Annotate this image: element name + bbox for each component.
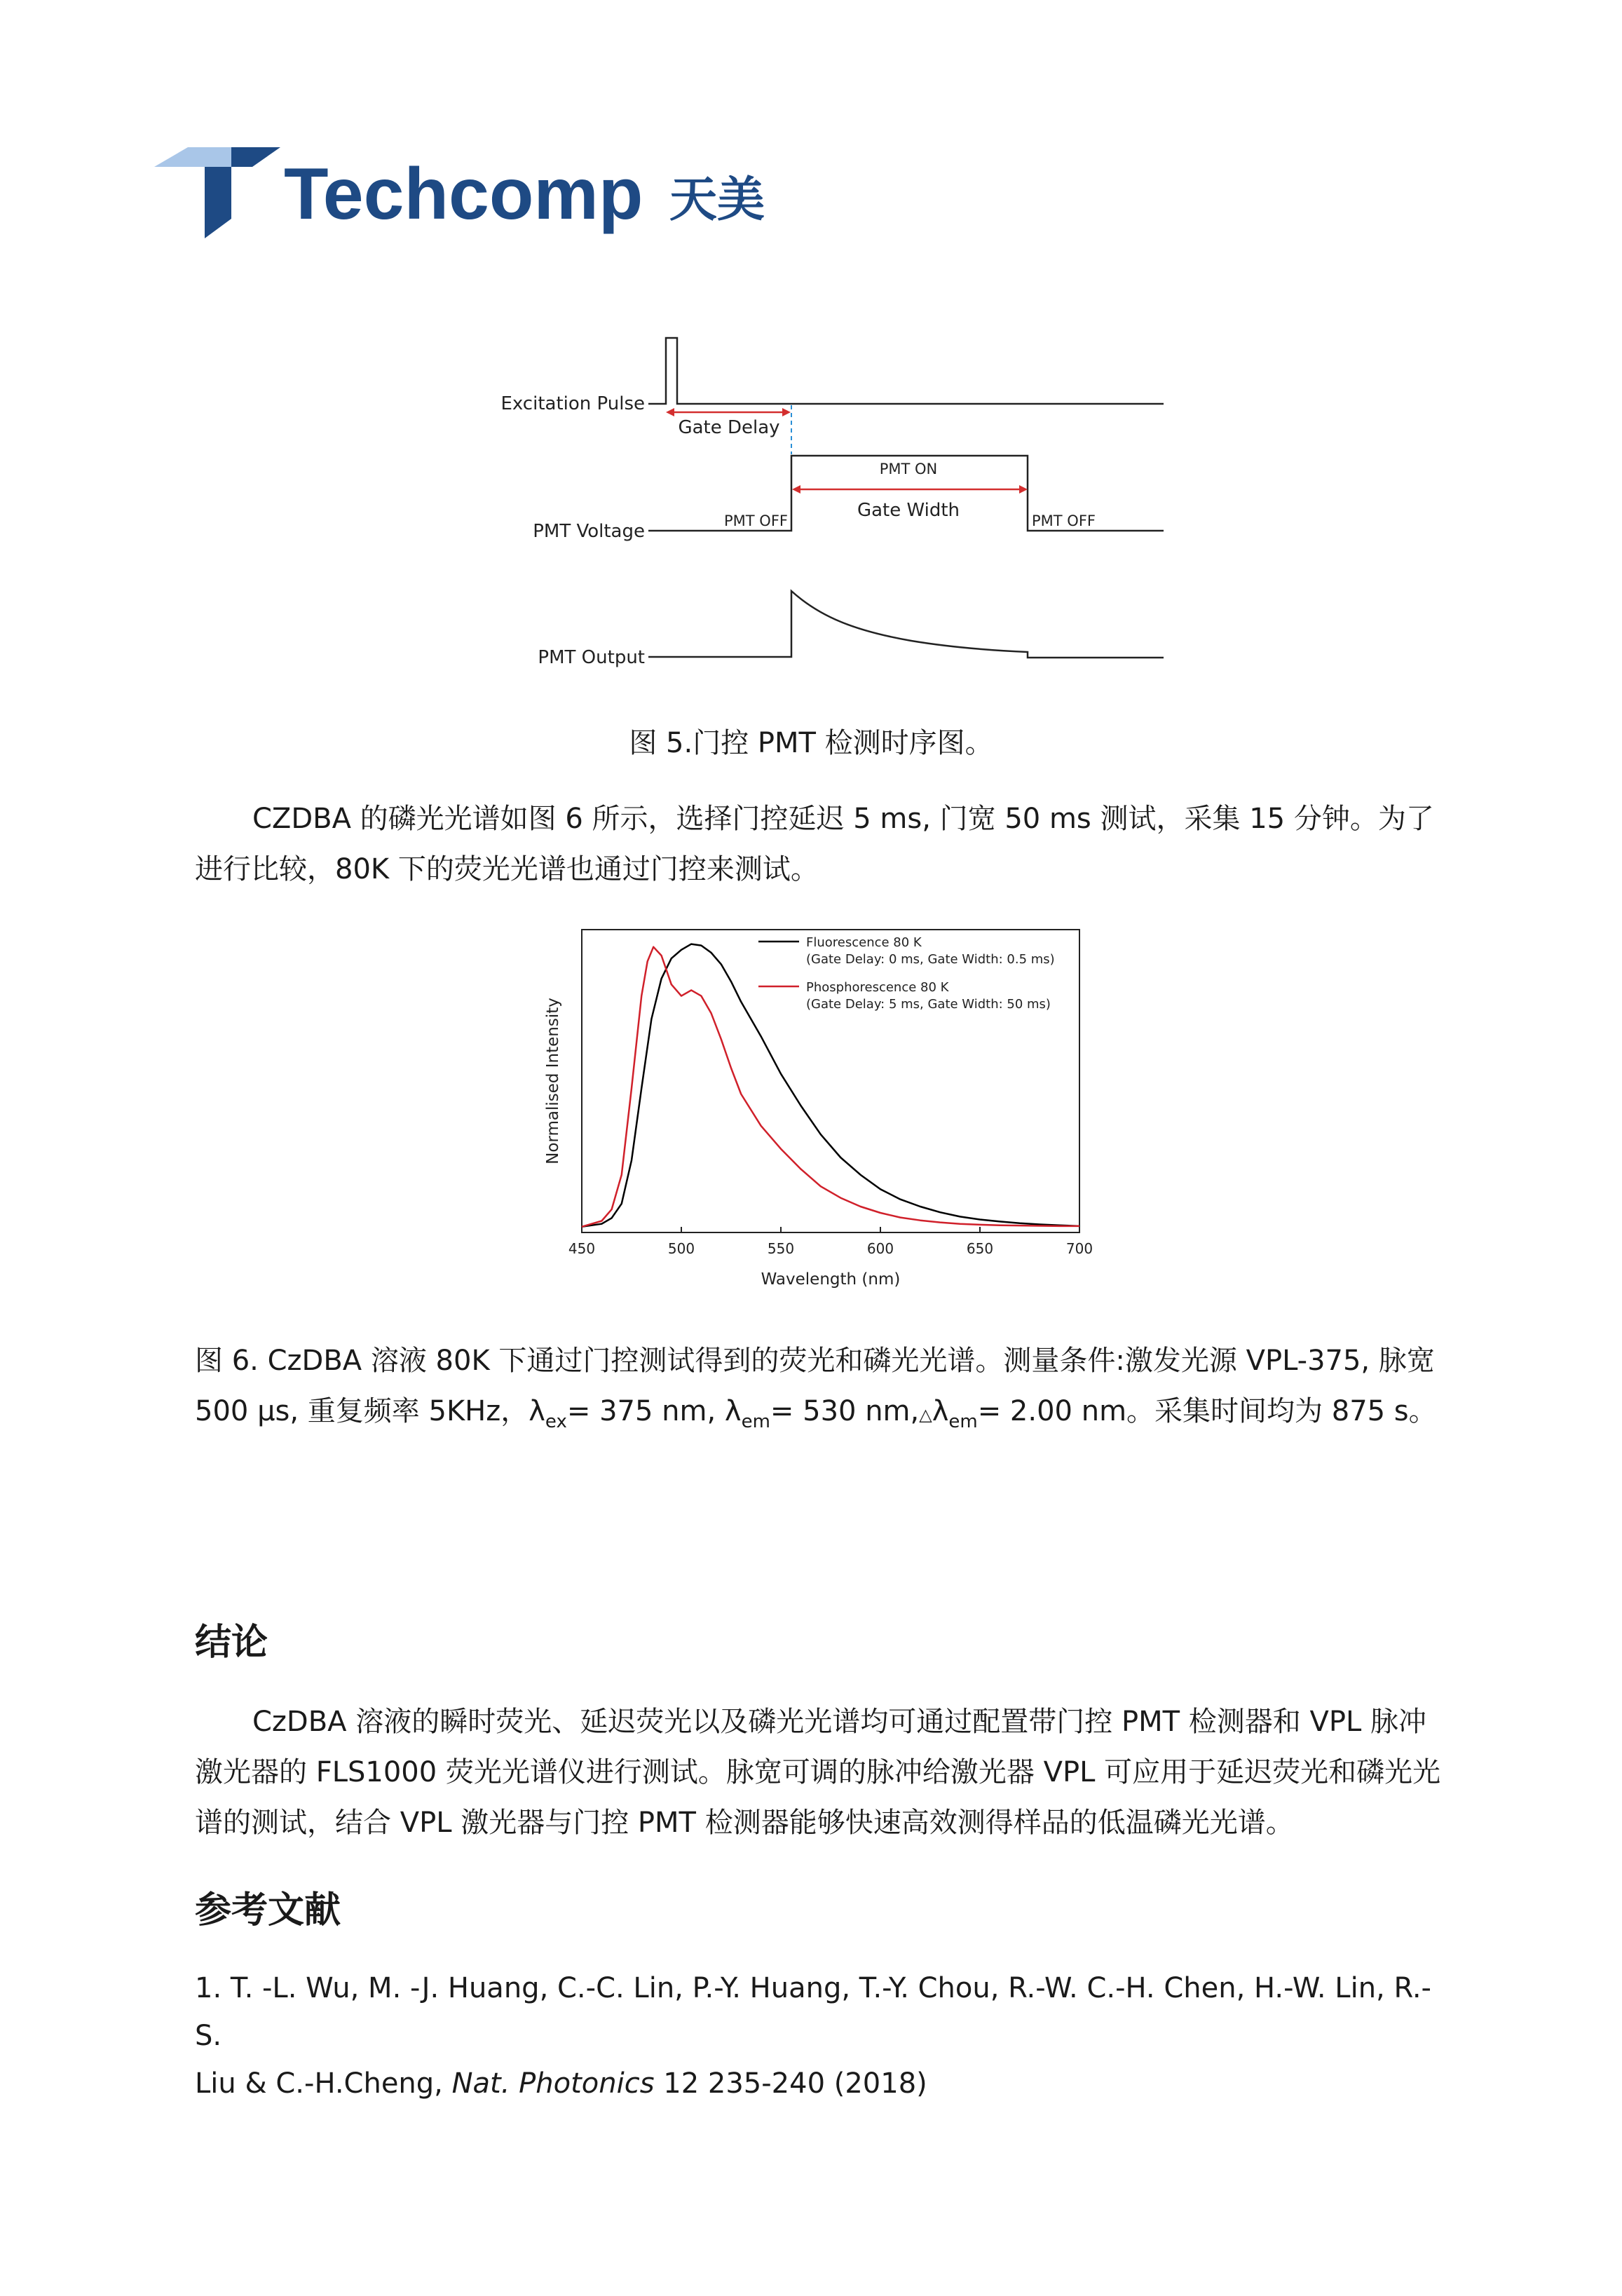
conclusion-heading: 结论 (195, 1622, 268, 1664)
reference-1-journal: Nat. Photonics (451, 2067, 655, 2100)
plot-frame (582, 930, 1079, 1232)
y-axis-label: Normalised Intensity (544, 998, 562, 1164)
caption-part-d: λ (932, 1395, 949, 1427)
pmt-voltage-label: PMT Voltage (533, 521, 645, 542)
gate-timing-diagram (491, 330, 1178, 680)
x-axis-label: Wavelength (nm) (761, 1270, 901, 1289)
x-tick-label-600: 600 (866, 1240, 894, 1257)
subscript-em: em (741, 1411, 770, 1432)
gate-width-arrowhead-left (792, 485, 800, 494)
x-ticks (568, 1227, 1093, 1257)
reference-1 (195, 1964, 1450, 2107)
caption-part-c: = 530 nm, (770, 1395, 920, 1427)
gate-delay-label: Gate Delay (678, 417, 780, 438)
reference-1-line2 (195, 2060, 1450, 2107)
pmt-off-label-1: PMT OFF (724, 512, 788, 529)
subscript-ex: ex (545, 1411, 567, 1432)
pmt-output-line (648, 591, 1164, 658)
spectrum-chart (533, 918, 1093, 1290)
references-heading: 参考文献 (195, 1889, 341, 1931)
delta-symbol: △ (919, 1405, 932, 1425)
x-tick-label-550: 550 (767, 1240, 795, 1257)
gate-delay-arrowhead-right (782, 408, 791, 416)
paragraph-phosphorescence: CZDBA 的磷光光谱如图 6 所示，选择门控延迟 5 ms, 门宽 50 ms 测试，采集 15 分钟。为了进行比较，80K 下的荧光光谱也通过门控来测试。 (195, 803, 1434, 885)
x-tick-label-650: 650 (966, 1240, 994, 1257)
gate-delay-arrowhead-left (666, 408, 674, 416)
legend-fluorescence-note: (Gate Delay: 0 ms, Gate Width: 0.5 ms) (806, 952, 1055, 967)
figure6-caption-line2 (195, 1386, 1457, 1440)
legend-phosphorescence-name: Phosphorescence 80 K (806, 980, 949, 995)
techcomp-logo (154, 147, 771, 245)
logo-text: Techcomp (284, 154, 643, 235)
caption-part-e: = 2.00 nm。采集时间均为 875 s。 (977, 1395, 1437, 1427)
gate-width-label: Gate Width (857, 500, 960, 521)
figure6-caption-line1: 图 6. CzDBA 溶液 80K 下通过门控测试得到的荧光和磷光光谱。测量条件:激发光源 VPL-375, 脉宽 (195, 1345, 1435, 1377)
reference-1-authors: Liu & C.-H.Cheng, (195, 2067, 452, 2100)
caption-part-a: 500 μs, 重复频率 5KHz，λ (195, 1395, 545, 1427)
subscript-em-2: em (948, 1411, 978, 1432)
excitation-pulse-line (648, 338, 1164, 404)
x-tick-label-500: 500 (667, 1240, 695, 1257)
logo-cn: 天美 (669, 172, 765, 228)
gate-width-arrowhead-right (1019, 485, 1028, 494)
caption-part-b: = 375 nm, λ (566, 1395, 742, 1427)
pmt-on-label: PMT ON (879, 461, 938, 477)
legend-fluorescence-name: Fluorescence 80 K (806, 935, 922, 950)
logo-mark-stem (205, 167, 231, 238)
figure6-caption (195, 1336, 1457, 1440)
logo-mark-light (154, 147, 231, 167)
excitation-pulse-label: Excitation Pulse (500, 393, 645, 414)
legend-phosphorescence-note: (Gate Delay: 5 ms, Gate Width: 50 ms) (806, 997, 1051, 1012)
reference-1-line1: 1. T. -L. Wu, M. -J. Huang, C.-C. Lin, P.-Y. Huang, T.-Y. Chou, R.-W. C.-H. Chen, H.-W. Lin, R.-S. (195, 1972, 1431, 2052)
pmt-off-label-2: PMT OFF (1032, 512, 1096, 529)
x-tick-label-450: 450 (568, 1240, 596, 1257)
reference-1-details: 12 235-240 (2018) (654, 2067, 927, 2100)
conclusion-text: CzDBA 溶液的瞬时荧光、延迟荧光以及磷光光谱均可通过配置带门控 PMT 检测器和 VPL 脉冲激光器的 FLS1000 荧光光谱仪进行测试。脉宽可调的脉冲给激光器 VPL 可应用于延迟荧光和磷光光谱的测试，结合 VPL 激光器与门控 PMT 检测器能够快速高效测得样品的低温磷光光谱。 (195, 1706, 1441, 1839)
x-tick-label-700: 700 (1065, 1240, 1093, 1257)
figure5-caption: 图 5.门控 PMT 检测时序图。 (629, 727, 993, 759)
pmt-output-label: PMT Output (538, 647, 645, 668)
